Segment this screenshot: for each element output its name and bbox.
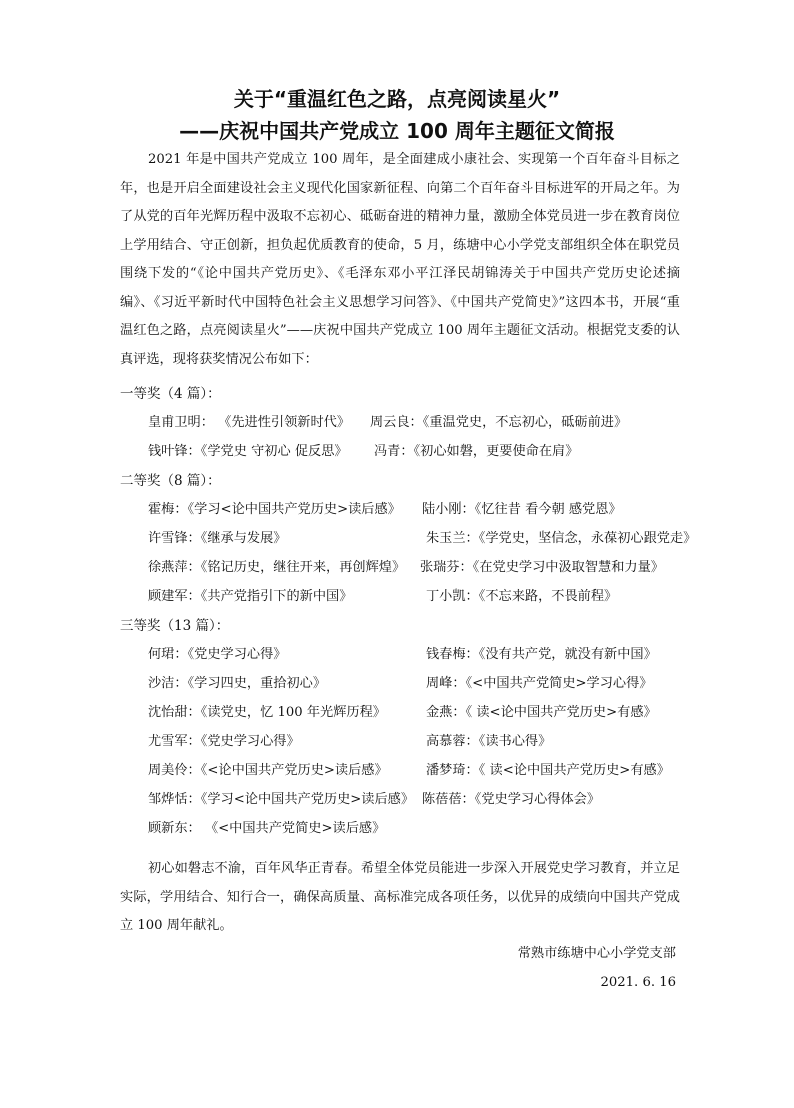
award-entry: 周峰：《<中国共产党简史>学习心得》 xyxy=(426,676,653,691)
second-prize-heading: 二等奖（8 篇）： xyxy=(120,473,221,489)
award-entry: 邹烨恬：《学习<论中国共产党历史>读后感》 xyxy=(148,792,415,807)
closing-paragraph: 初心如磐志不渝，百年风华正青春。希望全体党员能进一步深入开展党史学习教育，并立足实际，学用结合、知行合一，确保高质量、高标准完成各项任务，以优异的成绩向中国共产党成立 100 周年献礼。 xyxy=(120,861,680,933)
second-prize-row xyxy=(148,554,688,582)
award-entry: 朱玉兰：《学党史，坚信念，永葆初心跟党走》 xyxy=(426,531,697,546)
award-entry: 张瑞芬：《在党史学习中汲取智慧和力量》 xyxy=(420,560,664,575)
award-entry: 陆小刚：《忆往昔 看今朝 感党恩》 xyxy=(422,502,622,517)
award-entry: 沙洁：《学习四史，重拾初心》 xyxy=(148,676,327,691)
title-line-1: 关于“重温红色之路，点亮阅读星火” xyxy=(233,87,561,111)
award-entry: 周云良：《重温党史，不忘初心，砥砺前进》 xyxy=(370,415,628,430)
signature-org: 常熟市练塘中心小学党支部 xyxy=(517,946,676,961)
third-prize-row xyxy=(148,728,688,756)
award-entry: 潘梦琦：《 读<论中国共产党历史>有感》 xyxy=(426,763,670,778)
award-entry: 高慕蓉：《读书心得》 xyxy=(426,734,552,749)
second-prize-row xyxy=(148,583,688,611)
award-entry: 丁小凯：《不忘来路，不畏前程》 xyxy=(426,589,618,604)
first-prize-heading: 一等奖（4 篇）： xyxy=(120,386,221,402)
third-prize-row xyxy=(148,699,688,727)
award-entry: 周美伶：《<论中国共产党历史>读后感》 xyxy=(148,763,388,778)
award-entry: 尤雪军：《党史学习心得》 xyxy=(148,734,300,749)
award-entry: 顾建军：《共产党指引下的新中国》 xyxy=(148,589,353,604)
third-prize-row xyxy=(148,786,688,814)
third-prize-row xyxy=(148,641,688,669)
award-entry: 钱叶锋：《学党史 守初心 促反思》 xyxy=(148,444,348,459)
award-entry: 皇甫卫明： 《先进性引领新时代》 xyxy=(148,415,351,430)
award-entry: 金燕：《 读<论中国共产党历史>有感》 xyxy=(426,705,657,720)
third-prize-row xyxy=(148,757,688,785)
award-entry: 霍梅：《学习<论中国共产党历史>读后感》 xyxy=(148,502,401,517)
award-entry: 许雪锋：《继承与发展》 xyxy=(148,531,287,546)
award-entry: 顾新东： 《<中国共产党简史>读后感》 xyxy=(148,821,386,836)
award-entry: 何珺：《党史学习心得》 xyxy=(148,647,287,662)
third-prize-row xyxy=(148,815,688,843)
award-entry: 钱春梅：《没有共产党，就没有新中国》 xyxy=(426,647,657,662)
third-prize-row xyxy=(148,670,688,698)
intro-paragraph: 2021 年是中国共产党成立 100 周年，是全面建成小康社会、实现第一个百年奋斗目标之年，也是开启全面建设社会主义现代化国家新征程、向第二个百年奋斗目标进军的开局之年。为了从党的百年光辉历程中汲取不忘初心、砥砺奋进的精神力量，激励全体党员进一步在教育岗位上学用结合、守正创新，担负起优质教育的使命，5 月，练塘中心小学党支部组织全体在职党员围绕下发的“《论中国共产党历史》、《毛泽东邓小平江泽民胡锦涛关于中国共产党历史论述摘编》、《习近平新时代中国特色社会主义思想学习问答》、《中国共产党简史》”这四本书，开展“重温红色之路，点亮阅读星火”——庆祝中国共产党成立 100 周年主题征文活动。根据党支委的认真评选，现将获奖情况公布如下： xyxy=(120,152,680,367)
signature-date: 2021. 6. 16 xyxy=(600,975,676,990)
second-prize-row xyxy=(148,525,697,553)
award-entry: 徐燕萍：《铭记历史，继往开来，再创辉煌》 xyxy=(148,560,406,575)
award-entry: 沈怡甜：《读党史，忆 100 年光辉历程》 xyxy=(148,705,386,720)
second-prize-row xyxy=(148,496,688,524)
first-prize-row xyxy=(148,438,688,466)
award-entry: 冯青：《初心如磐，更要使命在肩》 xyxy=(374,444,579,459)
award-entry: 陈蓓蓓：《党史学习心得体会》 xyxy=(422,792,601,807)
third-prize-heading: 三等奖（13 篇）： xyxy=(120,618,230,634)
first-prize-row xyxy=(148,409,688,437)
title-line-2: ——庆祝中国共产党成立 100 周年主题征文简报 xyxy=(179,119,615,143)
